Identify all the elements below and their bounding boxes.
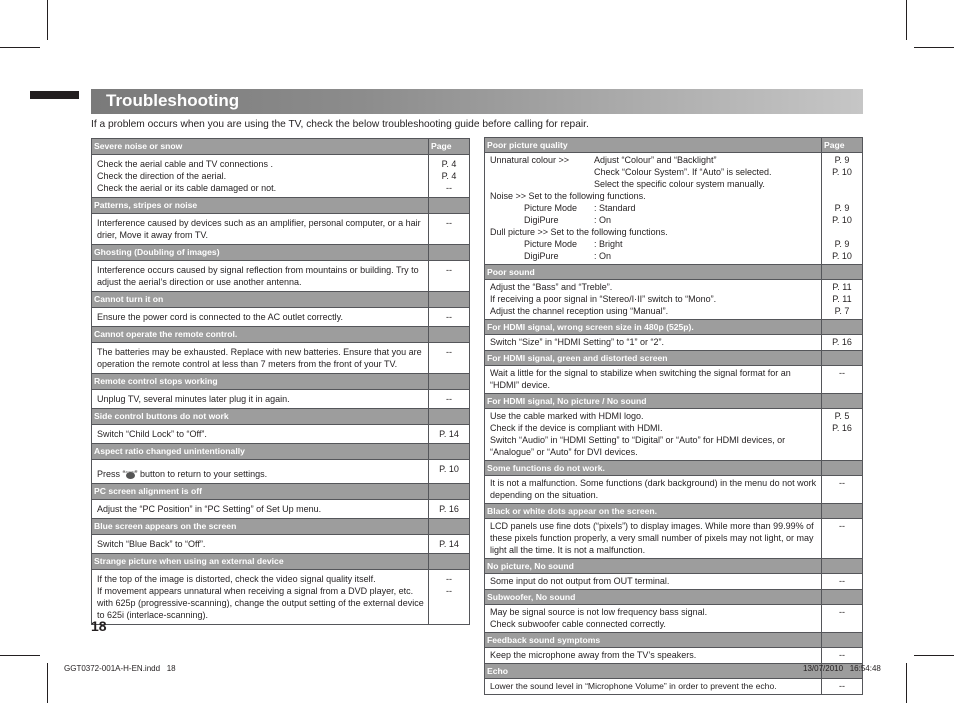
section-title: Cannot operate the remote control. bbox=[92, 327, 429, 343]
section-title: Black or white dots appear on the screen. bbox=[485, 504, 822, 519]
row-description: Lower the sound level in “Microphone Volume” in order to prevent the echo. bbox=[485, 679, 822, 695]
section-title: For HDMI signal, No picture / No sound bbox=[485, 394, 822, 409]
section-header bbox=[485, 633, 863, 648]
table-row bbox=[92, 570, 470, 625]
row-description bbox=[92, 460, 429, 484]
row-line bbox=[490, 238, 818, 250]
section-header bbox=[92, 484, 470, 500]
row-description: Switch “Child Lock” to “Off”. bbox=[92, 425, 429, 444]
row-page-ref bbox=[822, 153, 863, 265]
row-description bbox=[92, 155, 429, 198]
row-page-ref: -- bbox=[822, 476, 863, 504]
right-troubleshooting-table bbox=[484, 137, 862, 695]
row-label: DigiPure bbox=[524, 215, 559, 225]
section-header bbox=[92, 444, 470, 460]
row-page-ref bbox=[429, 155, 470, 198]
left-troubleshooting-table bbox=[91, 138, 469, 625]
crop-mark bbox=[914, 655, 954, 656]
row-description bbox=[92, 570, 429, 625]
row-page-ref: -- bbox=[822, 648, 863, 664]
section-title: Side control buttons do not work bbox=[92, 409, 429, 425]
section-header bbox=[485, 351, 863, 366]
table-row bbox=[92, 261, 470, 292]
page-ref: P. 9 bbox=[834, 239, 850, 249]
section-header bbox=[92, 519, 470, 535]
section-title: Poor sound bbox=[485, 265, 822, 280]
row-text: If movement appears unnatural when receiving a signal from a DVD player, etc. with 625p (progressive-scanning), change the output setting of the external device to 625i (interlace-scanning). bbox=[97, 586, 424, 620]
section-title: Patterns, stripes or noise bbox=[92, 198, 429, 214]
row-text: : Standard bbox=[594, 203, 636, 213]
crop-mark bbox=[0, 655, 40, 656]
row-page-ref: -- bbox=[429, 261, 470, 292]
section-header bbox=[92, 139, 470, 155]
row-page-ref: P. 14 bbox=[429, 535, 470, 554]
section-title: Some functions do not work. bbox=[485, 461, 822, 476]
table-row bbox=[92, 500, 470, 519]
section-header bbox=[485, 461, 863, 476]
row-description: Adjust the “PC Position” in “PC Setting” of Set Up menu. bbox=[92, 500, 429, 519]
table-row bbox=[485, 409, 863, 461]
row-description bbox=[485, 409, 822, 461]
section-header bbox=[485, 394, 863, 409]
row-text: If the top of the image is distorted, check the video signal quality itself. bbox=[97, 574, 376, 584]
table-row bbox=[92, 155, 470, 198]
page-ref: P. 9 bbox=[834, 203, 850, 213]
row-page-ref: -- bbox=[822, 605, 863, 633]
row-page-ref: -- bbox=[822, 679, 863, 695]
row-page-ref: P. 14 bbox=[429, 425, 470, 444]
row-page-ref: -- bbox=[429, 214, 470, 245]
row-page-ref bbox=[429, 570, 470, 625]
row-line bbox=[490, 178, 818, 190]
row-line: Use the cable marked with HDMI logo. bbox=[490, 411, 644, 421]
zoom-button-icon bbox=[126, 469, 135, 479]
row-line: Dull picture >> Set to the following functions. bbox=[490, 227, 668, 237]
crop-mark bbox=[906, 663, 907, 703]
row-page-ref: -- bbox=[822, 519, 863, 559]
row-description: Unplug TV, several minutes later plug it in again. bbox=[92, 390, 429, 409]
table-row bbox=[485, 476, 863, 504]
section-header bbox=[92, 245, 470, 261]
table-row bbox=[485, 574, 863, 590]
row-line: May be signal source is not low frequency bass signal. bbox=[490, 607, 708, 617]
page-column-label: Page bbox=[429, 139, 470, 155]
section-title: Cannot turn it on bbox=[92, 292, 429, 308]
row-text: Switch “Audio” in “HDMI Setting” to “Digital” or “Auto” for HDMI devices, or “Analogue” or “Auto” for DVI devices. bbox=[490, 435, 786, 457]
section-title: PC screen alignment is off bbox=[92, 484, 429, 500]
row-label: Picture Mode bbox=[524, 239, 578, 249]
section-header bbox=[485, 504, 863, 519]
crop-mark bbox=[47, 663, 48, 703]
table-row bbox=[485, 153, 863, 265]
section-title: Remote control stops working bbox=[92, 374, 429, 390]
row-description: Ensure the power cord is connected to the AC outlet correctly. bbox=[92, 308, 429, 327]
table-row bbox=[92, 460, 470, 484]
page-ref: P. 11 bbox=[832, 282, 852, 292]
section-title: Severe noise or snow bbox=[92, 139, 429, 155]
row-description: Keep the microphone away from the TV’s speakers. bbox=[485, 648, 822, 664]
row-page-ref: P. 16 bbox=[822, 335, 863, 351]
row-page-ref: P. 16 bbox=[429, 500, 470, 519]
page-number: 18 bbox=[91, 618, 107, 634]
row-line: Check the aerial cable and TV connections . bbox=[97, 159, 273, 169]
page-ref: -- bbox=[446, 183, 452, 193]
section-title: Echo bbox=[485, 664, 822, 679]
row-description: Wait a little for the signal to stabilize when switching the signal format for an “HDMI” device. bbox=[485, 366, 822, 394]
row-description: It is not a malfunction. Some functions (dark background) in the menu do not work depending on the situation. bbox=[485, 476, 822, 504]
section-title: Subwoofer, No sound bbox=[485, 590, 822, 605]
row-page-ref: -- bbox=[822, 366, 863, 394]
table-row bbox=[485, 519, 863, 559]
row-label: Picture Mode bbox=[524, 203, 578, 213]
row-page-ref: -- bbox=[429, 390, 470, 409]
row-line: If receiving a poor signal in “Stereo/I·II” switch to “Mono”. bbox=[490, 294, 717, 304]
row-page-ref bbox=[822, 280, 863, 320]
section-title: Ghosting (Doubling of images) bbox=[92, 245, 429, 261]
row-description: Switch “Blue Back” to “Off”. bbox=[92, 535, 429, 554]
table-row bbox=[485, 366, 863, 394]
row-line: Adjust the “Bass” and “Treble”. bbox=[490, 282, 613, 292]
page-ref: P. 9 bbox=[834, 155, 850, 165]
row-line bbox=[490, 154, 818, 166]
row-line bbox=[490, 202, 818, 214]
row-description: LCD panels use fine dots (“pixels”) to display images. While more than 99.99% of these pixels function properly, a very small number of pixels may not light, or may light all the time. It is not a malfunction. bbox=[485, 519, 822, 559]
row-line: Check if the device is compliant with HDMI. bbox=[490, 423, 663, 433]
footer-filename: GGT0372-001A-H-EN.indd 18 bbox=[64, 664, 176, 673]
row-description bbox=[485, 280, 822, 320]
page-column-label: Page bbox=[822, 138, 863, 153]
page-ref: -- bbox=[446, 574, 452, 584]
row-page-ref bbox=[822, 409, 863, 461]
section-title: Strange picture when using an external device bbox=[92, 554, 429, 570]
row-text: : On bbox=[594, 215, 612, 225]
row-page-ref: P. 10 bbox=[429, 460, 470, 484]
page-ref: P. 16 bbox=[832, 423, 852, 433]
section-title: Feedback sound symptoms bbox=[485, 633, 822, 648]
row-line bbox=[490, 214, 818, 226]
row-text: Check “Colour System”. If “Auto” is selected. bbox=[594, 167, 772, 177]
section-title: Blue screen appears on the screen bbox=[92, 519, 429, 535]
footer-datetime: 13/07/2010 16:54:48 bbox=[803, 664, 881, 673]
row-description: Interference caused by devices such as an amplifier, personal computer, or a hair drier, Move it away from TV. bbox=[92, 214, 429, 245]
title-bar bbox=[91, 89, 863, 114]
crop-mark bbox=[0, 47, 40, 48]
page-ref: -- bbox=[446, 586, 452, 596]
section-header bbox=[92, 198, 470, 214]
section-title: Poor picture quality bbox=[485, 138, 822, 153]
page-title: Troubleshooting bbox=[106, 91, 240, 110]
table-row bbox=[92, 343, 470, 374]
row-description: Some input do not output from OUT terminal. bbox=[485, 574, 822, 590]
page-ref: P. 10 bbox=[832, 167, 852, 177]
page-ref: P. 5 bbox=[834, 411, 850, 421]
crop-mark bbox=[47, 0, 48, 40]
row-line bbox=[490, 166, 818, 178]
table-row bbox=[92, 214, 470, 245]
section-header bbox=[92, 374, 470, 390]
page-ref: P. 10 bbox=[832, 215, 852, 225]
intro-text: If a problem occurs when you are using the TV, check the below troubleshooting guide before calling for repair. bbox=[91, 119, 589, 130]
page-ref: P. 10 bbox=[832, 251, 852, 261]
table-row bbox=[485, 679, 863, 695]
row-text: : Bright bbox=[594, 239, 623, 249]
row-line bbox=[490, 250, 818, 262]
table-row bbox=[92, 425, 470, 444]
row-description: Switch “Size” in “HDMI Setting” to “1” or “2”. bbox=[485, 335, 822, 351]
crop-mark bbox=[914, 47, 954, 48]
row-text: Press “ bbox=[97, 469, 126, 479]
section-header bbox=[485, 590, 863, 605]
row-line: Noise >> Set to the following functions. bbox=[490, 191, 646, 201]
row-description: Interference occurs caused by signal reflection from mountains or building. Try to adjust the aerial’s direction or use another antenna. bbox=[92, 261, 429, 292]
table-row bbox=[485, 605, 863, 633]
row-page-ref: -- bbox=[822, 574, 863, 590]
section-tab-marker bbox=[30, 91, 79, 99]
row-line: Check the aerial or its cable damaged or not. bbox=[97, 183, 277, 193]
table-row bbox=[92, 390, 470, 409]
section-title: For HDMI signal, wrong screen size in 480p (525p). bbox=[485, 320, 822, 335]
row-label: Unnatural colour >> bbox=[490, 155, 570, 165]
row-page-ref: -- bbox=[429, 343, 470, 374]
row-page-ref: -- bbox=[429, 308, 470, 327]
table-row bbox=[92, 308, 470, 327]
section-header bbox=[92, 554, 470, 570]
table-row bbox=[485, 648, 863, 664]
table-row bbox=[92, 535, 470, 554]
section-header bbox=[485, 138, 863, 153]
page-ref: P. 4 bbox=[441, 171, 457, 181]
crop-mark bbox=[906, 0, 907, 40]
row-description bbox=[485, 605, 822, 633]
row-text: Adjust “Colour” and “Backlight” bbox=[594, 155, 717, 165]
section-title: For HDMI signal, green and distorted screen bbox=[485, 351, 822, 366]
row-text: : On bbox=[594, 251, 612, 261]
section-header bbox=[485, 320, 863, 335]
row-line: Adjust the channel reception using “Manual”. bbox=[490, 306, 669, 316]
section-title: No picture, No sound bbox=[485, 559, 822, 574]
page-ref: P. 11 bbox=[832, 294, 852, 304]
table-row bbox=[485, 335, 863, 351]
section-title: Aspect ratio changed unintentionally bbox=[92, 444, 429, 460]
row-label: DigiPure bbox=[524, 251, 559, 261]
row-line: Check subwoofer cable connected correctly. bbox=[490, 619, 666, 629]
row-description bbox=[485, 153, 822, 265]
row-description: The batteries may be exhausted. Replace with new batteries. Ensure that you are operation the remote control at less than 7 meters from the front of your TV. bbox=[92, 343, 429, 374]
section-header bbox=[92, 409, 470, 425]
row-text: ” button to return to your settings. bbox=[134, 469, 268, 479]
section-header bbox=[485, 265, 863, 280]
row-text: Select the specific colour system manually. bbox=[594, 179, 765, 189]
row-line: Check the direction of the aerial. bbox=[97, 171, 227, 181]
page-ref: P. 7 bbox=[834, 306, 850, 316]
table-row bbox=[485, 280, 863, 320]
section-header bbox=[92, 327, 470, 343]
section-header bbox=[485, 559, 863, 574]
section-header bbox=[92, 292, 470, 308]
page-ref: P. 4 bbox=[441, 159, 457, 169]
